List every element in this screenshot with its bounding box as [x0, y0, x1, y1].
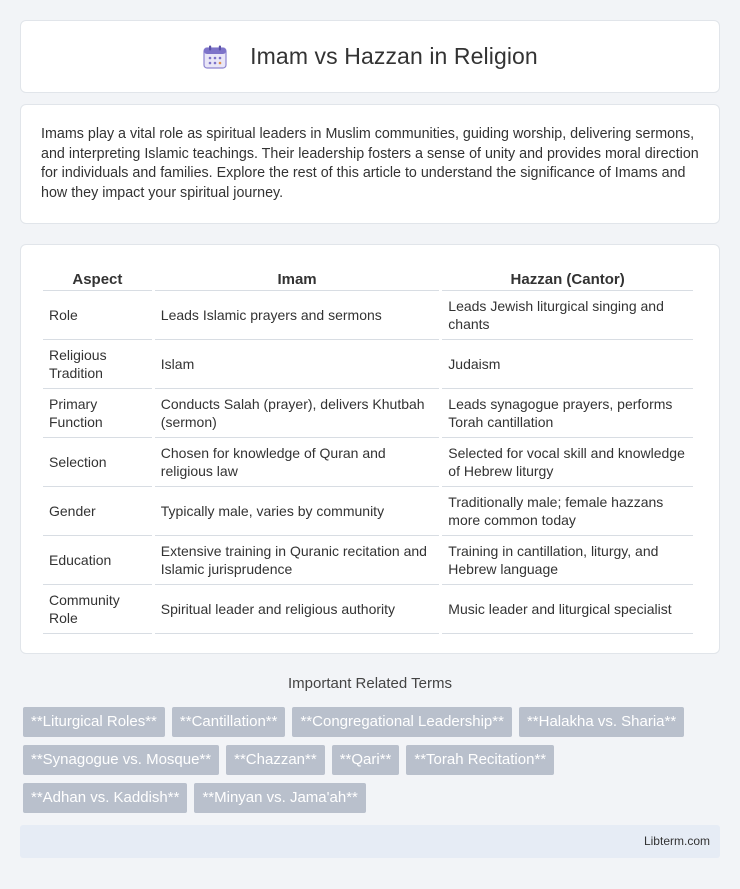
cell-hazzan: Leads Jewish liturgical singing and chants: [442, 291, 693, 340]
table-row: [43, 585, 693, 634]
cell-aspect: Role: [43, 291, 152, 340]
cell-aspect: Gender: [43, 487, 152, 536]
cell-hazzan: Training in cantillation, liturgy, and Hebrew language: [442, 536, 693, 585]
footer-site-link[interactable]: Libterm.com: [643, 834, 710, 848]
cell-hazzan: Traditionally male; female hazzans more common today: [442, 487, 693, 536]
cell-imam: Spiritual leader and religious authority: [155, 585, 440, 634]
cell-imam: Leads Islamic prayers and sermons: [155, 291, 440, 340]
comparison-table-card: [20, 244, 720, 654]
cell-aspect: Selection: [43, 438, 152, 487]
header-hazzan: Hazzan (Cantor): [442, 263, 693, 291]
cell-imam: Conducts Salah (prayer), delivers Khutbah (sermon): [155, 389, 440, 438]
header-card: [20, 20, 720, 93]
cell-aspect: Community Role: [43, 585, 152, 634]
cell-imam: Typically male, varies by community: [155, 487, 440, 536]
cell-hazzan: Leads synagogue prayers, performs Torah cantillation: [442, 389, 693, 438]
calendar-icon: [202, 44, 228, 70]
page-title: Imam vs Hazzan in Religion: [250, 43, 538, 69]
table-row: [43, 487, 693, 536]
cell-aspect: Education: [43, 536, 152, 585]
cell-imam: Extensive training in Quranic recitation and Islamic jurisprudence: [155, 536, 440, 585]
related-term-tag[interactable]: **Adhan vs. Kaddish**: [23, 783, 187, 813]
header-aspect: Aspect: [43, 263, 152, 291]
cell-aspect: Primary Function: [43, 389, 152, 438]
comparison-table: [40, 263, 696, 634]
related-term-tag[interactable]: **Halakha vs. Sharia**: [519, 707, 684, 737]
cell-imam: Islam: [155, 340, 440, 389]
cell-hazzan: Selected for vocal skill and knowledge of Hebrew liturgy: [442, 438, 693, 487]
cell-hazzan: Music leader and liturgical specialist: [442, 585, 693, 634]
table-row: [43, 291, 693, 340]
related-term-tag[interactable]: **Cantillation**: [172, 707, 286, 737]
table-header-row: [43, 263, 693, 291]
related-term-tag[interactable]: **Minyan vs. Jama'ah**: [194, 783, 365, 813]
related-term-tag[interactable]: **Chazzan**: [226, 745, 325, 775]
table-row: [43, 389, 693, 438]
table-row: [43, 438, 693, 487]
intro-card: [20, 104, 720, 224]
cell-hazzan: Judaism: [442, 340, 693, 389]
footer: [20, 825, 720, 858]
cell-imam: Chosen for knowledge of Quran and religious law: [155, 438, 440, 487]
header-imam: Imam: [155, 263, 440, 291]
related-terms-title: Important Related Terms: [288, 675, 452, 692]
related-term-tag[interactable]: **Qari**: [332, 745, 400, 775]
intro-text: Imams play a vital role as spiritual leaders in Muslim communities, guiding worship, delivering sermons, and interpreting Islamic teachings. Their leadership fosters a sense of unity and provides moral direction for individuals and families. Explore the rest of this article to understand the significance of Imams and how they impact your spiritual journey.: [41, 126, 699, 201]
related-term-tag[interactable]: **Congregational Leadership**: [292, 707, 511, 737]
related-term-tag[interactable]: **Torah Recitation**: [406, 745, 554, 775]
cell-aspect: Religious Tradition: [43, 340, 152, 389]
table-row: [43, 536, 693, 585]
related-term-tag[interactable]: **Liturgical Roles**: [23, 707, 165, 737]
related-terms-list: [23, 707, 723, 813]
related-term-tag[interactable]: **Synagogue vs. Mosque**: [23, 745, 219, 775]
table-row: [43, 340, 693, 389]
